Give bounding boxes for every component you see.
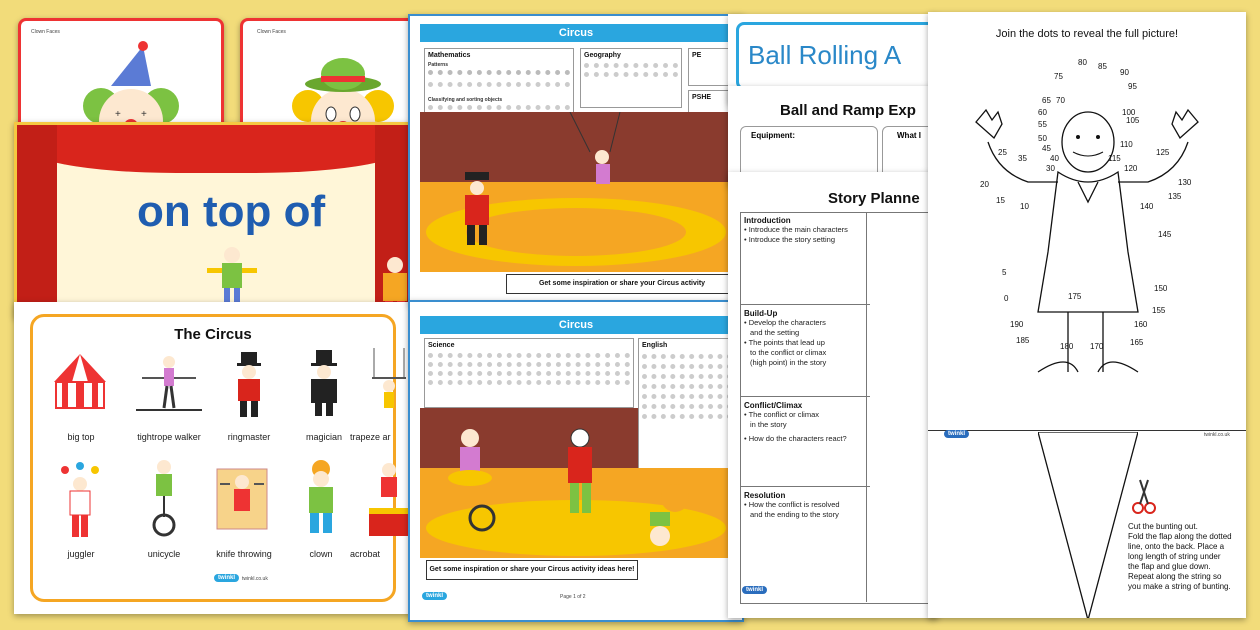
dot-number: 55 — [1038, 120, 1047, 129]
vocab-label: magician — [305, 432, 343, 442]
section-title: English — [642, 342, 668, 349]
math-point: Patterns — [428, 62, 449, 68]
dot-number: 120 — [1124, 164, 1138, 173]
dot-number: 75 — [1054, 72, 1063, 81]
big-top-icon — [50, 352, 110, 412]
clown-faces-label: Clown Faces — [257, 29, 286, 35]
planner-item: • The points that lead up — [744, 338, 825, 347]
clown-faces-label: Clown Faces — [31, 29, 60, 35]
dot-number: 50 — [1038, 134, 1047, 143]
dot-number: 40 — [1050, 154, 1059, 163]
dot-number: 70 — [1056, 96, 1065, 105]
instruction-line: Cut the bunting out. — [1128, 522, 1198, 531]
planner-section-introduction — [740, 212, 938, 245]
instruction-line: Repeat along the string so — [1128, 572, 1222, 581]
planner-section-conflict — [740, 396, 870, 444]
scissors-icon — [1132, 478, 1156, 516]
magician-icon — [299, 348, 349, 418]
section-title: Science — [428, 342, 455, 349]
twinkl-logo: twinkl — [422, 592, 447, 600]
vocab-label: acrobat — [350, 549, 381, 559]
dot-number: 135 — [1168, 192, 1182, 201]
planner-item: and the setting — [750, 328, 800, 337]
vocab-label: big top — [67, 432, 95, 442]
twinkl-logo: twinkl — [944, 430, 969, 438]
planner-item: in the story — [750, 420, 787, 429]
dot-number: 125 — [1156, 148, 1170, 157]
vocab-label: clown — [309, 549, 333, 559]
planner-item: • How do the characters react? — [744, 434, 847, 443]
vocab-label: ringmaster — [227, 432, 271, 442]
tightrope-walker-icon — [134, 348, 204, 418]
planner-heading: Conflict/Climax — [744, 401, 803, 410]
section-title: PSHE — [692, 94, 712, 101]
dot-number: 175 — [1068, 292, 1082, 301]
dot-number: 110 — [1120, 140, 1133, 149]
acrobat-icon — [364, 460, 412, 540]
planner-item: • How the conflict is resolved — [744, 500, 840, 509]
svg-text:+: + — [141, 109, 147, 120]
instruction-line: long length of string under — [1128, 552, 1221, 561]
equipment-label: Equipment: — [751, 131, 795, 140]
clown-icon — [296, 457, 346, 537]
dot-number: 35 — [1018, 154, 1027, 163]
circus-activity-plan-2 — [408, 300, 744, 622]
dot-number: 10 — [1020, 202, 1029, 211]
ringmaster-icon — [224, 350, 274, 420]
dot-number: 155 — [1152, 306, 1166, 315]
dot-number: 90 — [1120, 68, 1129, 77]
dot-number: 25 — [998, 148, 1007, 157]
plan-banner[interactable]: Get some inspiration or share your Circus activity ideas here! — [426, 560, 638, 580]
dot-number: 150 — [1154, 284, 1168, 293]
story-planner-card — [728, 172, 938, 618]
twinkl-logo: twinkl — [214, 574, 239, 582]
section-title: Mathematics — [428, 52, 471, 59]
planner-section-build-up — [740, 304, 870, 368]
plan-title-bar: Circus — [420, 24, 732, 42]
twinkl-logo: twinkl — [742, 586, 767, 594]
svg-text:+: + — [115, 109, 121, 120]
dot-number: 100 — [1122, 108, 1136, 117]
ball-rolling-title: Ball Rolling A — [748, 40, 902, 70]
instruction-line: line, onto the back. Place a — [1128, 542, 1225, 551]
dot-number: 5 — [1002, 268, 1007, 277]
planner-item: to the conflict or climax — [750, 348, 827, 357]
instruction-line: you make a string of bunting. — [1128, 582, 1231, 591]
dot-number: 170 — [1090, 342, 1104, 351]
planner-heading: Build-Up — [744, 309, 778, 318]
dot-number: 180 — [1060, 342, 1074, 351]
planner-item: and the ending to the story — [750, 510, 839, 519]
instruction-line: the flap and glue down. — [1128, 562, 1211, 571]
vocab-title: The Circus — [174, 326, 252, 343]
curtain-valance — [17, 125, 415, 173]
planner-item: • Develop the characters — [744, 318, 826, 327]
dot-number: 185 — [1016, 336, 1030, 345]
story-planner-title: Story Planne — [828, 190, 920, 207]
dot-number: 80 — [1078, 58, 1087, 67]
dot-to-dot-title: Join the dots to reveal the full picture! — [995, 28, 1179, 40]
ball-ramp-card — [728, 86, 938, 186]
dot-number: 160 — [1134, 320, 1148, 329]
dot-number: 30 — [1046, 164, 1055, 173]
dot-number: 95 — [1128, 82, 1137, 91]
bunting-flag — [1038, 432, 1138, 618]
site-footer: twinkl.co.uk — [1204, 432, 1230, 438]
site-footer: twinkl.co.uk — [242, 576, 268, 582]
dot-number: 145 — [1158, 230, 1172, 239]
dot-number: 60 — [1038, 108, 1047, 117]
trapeze-artist-icon — [364, 348, 412, 418]
juggler-icon — [50, 462, 110, 542]
knife-throwing-icon — [212, 464, 272, 534]
planner-item: • Introduce the main characters — [744, 225, 848, 234]
on-top-of-title: on top of — [137, 187, 326, 236]
planner-section-resolution — [740, 486, 870, 520]
planner-item: • The conflict or climax — [744, 410, 820, 419]
vocab-label: unicycle — [147, 549, 181, 559]
plan-banner[interactable]: Get some inspiration or share your Circus activity — [506, 274, 738, 294]
dot-number: 105 — [1126, 116, 1140, 125]
geography-section — [580, 48, 682, 108]
section-title: PE — [692, 52, 702, 59]
on-top-of-card — [14, 122, 418, 318]
science-section — [424, 338, 634, 408]
dot-number: 15 — [996, 196, 1005, 205]
planner-heading: Introduction — [744, 216, 791, 225]
planner-item: (high point) in the story — [750, 358, 827, 367]
dot-number: 45 — [1042, 144, 1051, 153]
vocab-label: knife throwing — [216, 549, 272, 559]
ball-ramp-title: Ball and Ramp Exp — [780, 102, 916, 119]
math-point: Classifying and sorting objects — [428, 97, 503, 103]
dot-to-dot-card — [928, 12, 1246, 618]
what-label: What I — [897, 131, 921, 140]
ringmaster-outline — [928, 52, 1246, 382]
dot-number: 0 — [1004, 294, 1009, 303]
vocab-label: tightrope walker — [137, 432, 201, 442]
circus-ring-scene — [420, 112, 732, 272]
dot-number: 65 — [1042, 96, 1051, 105]
dotted-fold-line — [928, 430, 1246, 431]
section-title: Geography — [584, 52, 621, 59]
dot-number: 165 — [1130, 338, 1144, 347]
planner-item: • Introduce the story setting — [744, 235, 836, 244]
vocab-label: trapeze ar — [350, 432, 391, 442]
dot-number: 140 — [1140, 202, 1154, 211]
dot-number: 130 — [1178, 178, 1192, 187]
unicycle-icon — [134, 457, 194, 537]
bunting-instructions — [1128, 522, 1244, 592]
clowns-scene — [420, 408, 732, 558]
circus-activity-plan-1 — [408, 14, 744, 304]
dot-number: 85 — [1098, 62, 1107, 71]
vocab-label: juggler — [67, 549, 95, 559]
plan-title-bar: Circus — [420, 316, 732, 334]
curtain-left — [17, 125, 57, 315]
instruction-line: Fold the flap along the dotted — [1128, 532, 1232, 541]
dot-number: 190 — [1010, 320, 1024, 329]
circus-vocab-card — [14, 302, 412, 614]
page-number: Page 1 of 2 — [560, 594, 586, 600]
dot-number: 115 — [1108, 154, 1121, 163]
dot-number: 20 — [980, 180, 989, 189]
planner-heading: Resolution — [744, 491, 786, 500]
